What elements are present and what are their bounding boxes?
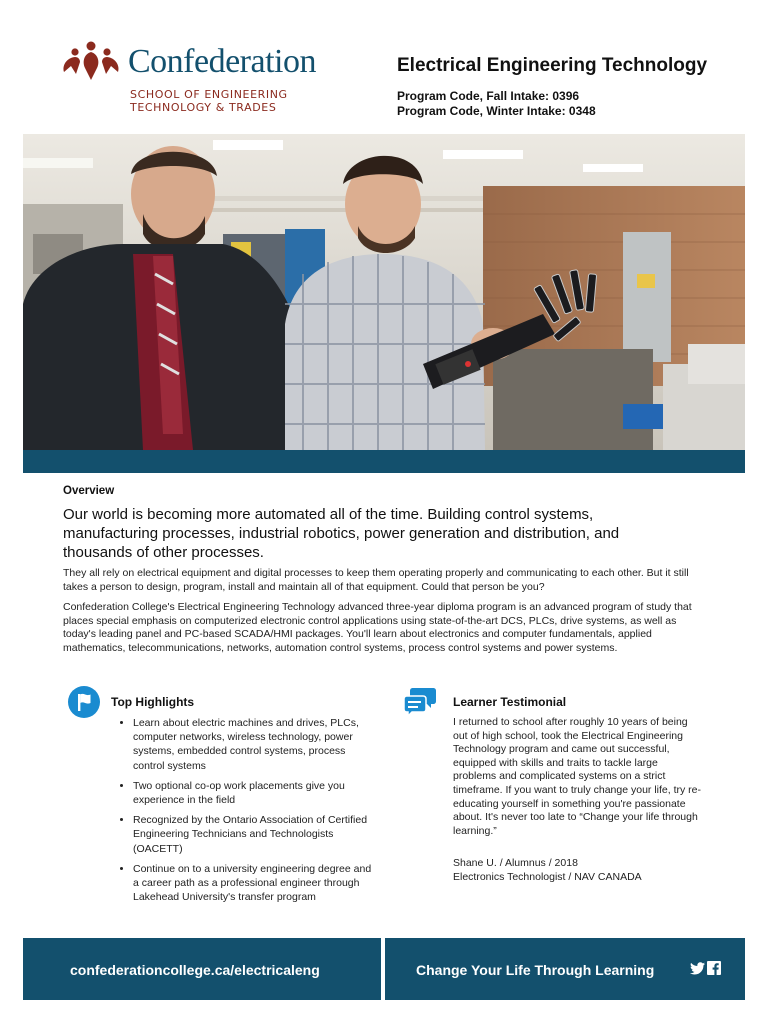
logo-wordmark: Confederation [128,43,316,80]
hero-band [23,450,745,473]
hero-photo [23,134,745,450]
overview-paragraph: Confederation College's Electrical Engineering Technology advanced three-year diploma program is an advanced program of study that places special emphasis on computerized electronic control applications using state-of-the-art DCS, PLCs, drive systems, as well as today's leading panel and PC-based SCADA/HMI packages. You'll learn about electronics and computer fundamentals, applied mathematics, telecommunications, networks, automation control systems, process control systems and power systems. [63,601,692,655]
list-item: • Two optional co-op work placements give you experience in the field [133,779,378,807]
list-item: • Continue on to a university engineering degree and a career path as a professional engineer through Lakehead University's transfer program [133,862,378,905]
program-code-winter: Program Code, Winter Intake: 0348 [397,104,596,118]
program-codes [397,89,596,119]
program-title: Electrical Engineering Technology [397,55,708,76]
testimonial-author: Shane U. / Alumnus / 2018 [453,857,578,869]
overview-heading: Overview [63,485,115,497]
list-item: • Learn about electric machines and drives, PLCs, computer networks, wireless technology, power systems, embedded control systems, process control systems [133,716,378,773]
logo-subtitle [130,88,288,114]
confederation-figures-icon [62,40,120,82]
overview-paragraph: They all rely on electrical equipment and digital processes to keep them operating properly and communicating to each other. But it still takes a person to design, program, install and maintain all of that equipment. Could that person be you? [63,567,689,593]
footer-tagline-bar [385,938,745,1000]
highlights-title: Top Highlights [111,695,195,709]
overview-lead: Our world is becoming more automated all of the time. Building control systems, manufacturing processes, industrial robotics, power generation and distribution, and thousands of other processes. [63,506,620,561]
program-code-fall: Program Code, Fall Intake: 0396 [397,89,580,103]
highlights-list [117,716,378,910]
testimonial-attribution [453,857,713,884]
college-logo [62,40,352,120]
footer-tagline: Change Your Life Through Learning [416,962,655,978]
testimonial-role: Electronics Technologist / NAV CANADA [453,870,642,883]
facebook-icon[interactable] [707,961,721,975]
testimonial-quote: I returned to school after roughly 10 years of being out of high school, took the Electrical Engineering Technology program and came out successful, equipped with skills and traits to tackle large problems and complicated systems on a strict timeframe. If you want to truly change your life, try re-educating yourself in something you're passionate about. It's never too late to “Change your life through learning.” [453,716,702,837]
lab-scene-illustration [23,134,745,450]
flag-icon [68,686,100,718]
footer-url-bar [23,938,381,1000]
logo-subtitle-line: TECHNOLOGY & TRADES [130,101,277,114]
logo-subtitle-line: SCHOOL OF ENGINEERING [130,88,288,101]
testimonial-title: Learner Testimonial [453,695,567,709]
footer-url-link[interactable]: confederationcollege.ca/electricaleng [70,962,320,978]
list-item: • Recognized by the Ontario Association of Certified Engineering Technicians and Technologists (OACETT) [133,813,378,856]
twitter-icon[interactable] [690,962,705,975]
chat-bubbles-icon [403,686,437,718]
